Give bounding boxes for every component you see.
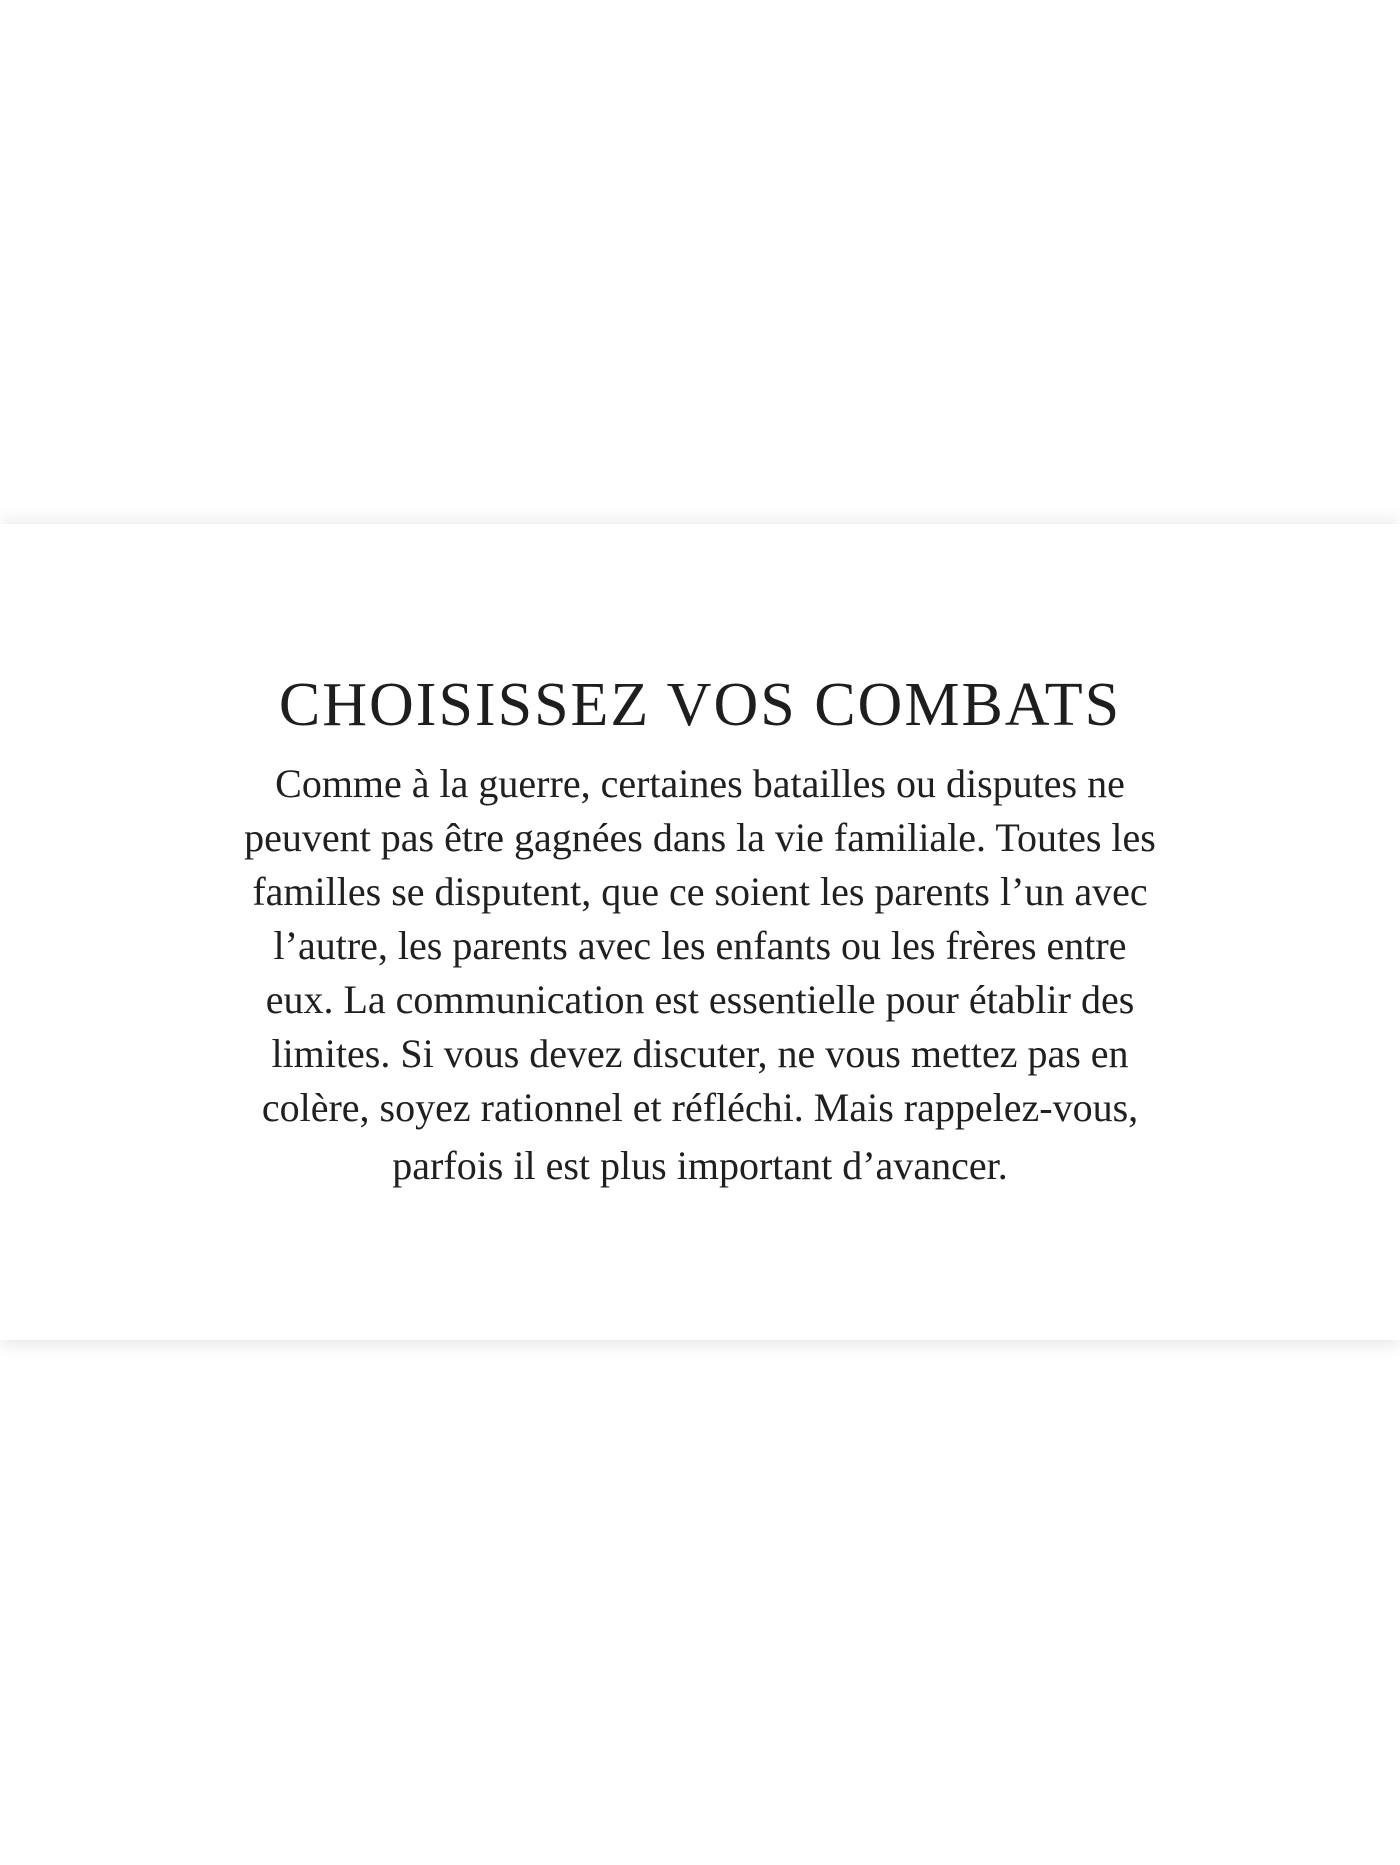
body-line: parfois il est plus important d’avancer. <box>392 1143 1008 1188</box>
quote-card <box>0 524 1400 1340</box>
body-line: l’autre, les parents avec les enfants ou les frères entre <box>273 923 1127 968</box>
body-line: peuvent pas être gagnées dans la vie familiale. Toutes les <box>244 815 1156 860</box>
card-body <box>150 757 1250 1193</box>
body-line: familles se disputent, que ce soient les parents l’un avec <box>252 869 1148 914</box>
body-line: limites. Si vous devez discuter, ne vous mettez pas en <box>271 1031 1129 1076</box>
body-line: Comme à la guerre, certaines batailles ou disputes ne <box>275 761 1125 806</box>
body-line: eux. La communication est essentielle pour établir des <box>265 977 1135 1022</box>
body-line: colère, soyez rationnel et réfléchi. Mais rappelez-vous, <box>261 1085 1139 1130</box>
card-title: CHOISISSEZ VOS COMBATS <box>278 671 1122 739</box>
